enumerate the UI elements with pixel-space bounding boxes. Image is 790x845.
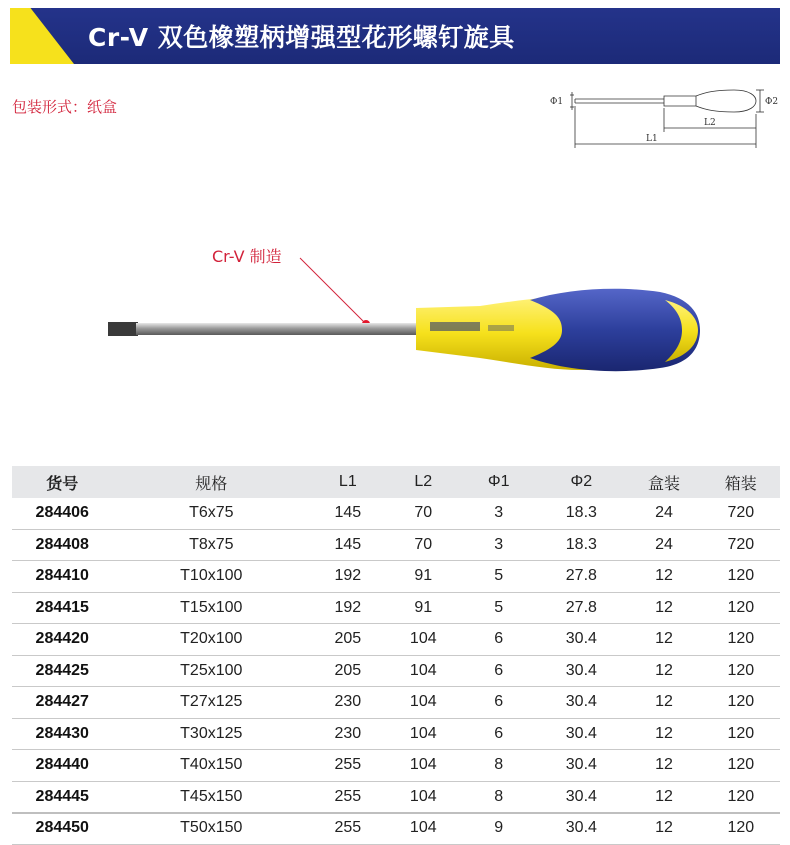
table-cell: 120 (702, 813, 780, 845)
table-cell: 6 (461, 624, 536, 656)
table-cell: 5 (461, 561, 536, 593)
table-cell: 18.3 (536, 529, 626, 561)
table-cell: 12 (626, 813, 701, 845)
table-cell: 30.4 (536, 655, 626, 687)
table-row (12, 529, 780, 561)
table-cell: 30.4 (536, 687, 626, 719)
table-cell: 12 (626, 718, 701, 750)
table-cell: 104 (386, 687, 461, 719)
shaft (136, 323, 420, 335)
table-cell: 255 (310, 813, 385, 845)
table-cell: 6 (461, 718, 536, 750)
item-number-cell: 284440 (12, 750, 113, 782)
l2-label: L2 (704, 118, 716, 128)
yellow-stripe-decoration (10, 8, 74, 64)
table-cell: T40x150 (113, 750, 311, 782)
table-cell: 120 (702, 655, 780, 687)
crv-callout-label: Cr-V 制造 (212, 247, 282, 266)
table-cell: 18.3 (536, 498, 626, 529)
phi2-label: Φ2 (765, 97, 779, 107)
table-cell: 3 (461, 529, 536, 561)
table-cell: 8 (461, 750, 536, 782)
table-cell: 720 (702, 529, 780, 561)
table-cell: 120 (702, 750, 780, 782)
table-cell: T50x150 (113, 813, 311, 845)
torx-tip (108, 322, 138, 336)
item-number-cell: 284410 (12, 561, 113, 593)
table-cell: 104 (386, 655, 461, 687)
table-cell: T25x100 (113, 655, 311, 687)
table-cell: 5 (461, 592, 536, 624)
table-cell: 27.8 (536, 561, 626, 593)
table-cell: 104 (386, 813, 461, 845)
table-cell: 3 (461, 498, 536, 529)
item-number-cell: 284406 (12, 498, 113, 529)
table-cell: 6 (461, 687, 536, 719)
table-cell: 104 (386, 718, 461, 750)
table-cell: 120 (702, 592, 780, 624)
table-cell: 70 (386, 498, 461, 529)
packaging-label: 包装形式：纸盒 (12, 98, 118, 116)
table-cell: 70 (386, 529, 461, 561)
table-cell: 12 (626, 655, 701, 687)
table-cell: 24 (626, 529, 701, 561)
phi1-label: Φ1 (550, 97, 564, 107)
item-number-cell: 284427 (12, 687, 113, 719)
table-cell: 12 (626, 624, 701, 656)
table-cell: T6x75 (113, 498, 311, 529)
table-cell: 12 (626, 687, 701, 719)
table-cell: 104 (386, 624, 461, 656)
col-header: 盒装 (647, 475, 680, 493)
table-cell: 120 (702, 624, 780, 656)
page-title: Cr-V 双色橡塑柄增强型花形螺钉旋具 (88, 23, 515, 52)
table-cell: 27.8 (536, 592, 626, 624)
table-bottom-border (12, 812, 780, 814)
item-number-cell: 284430 (12, 718, 113, 750)
table-cell: 230 (310, 687, 385, 719)
table-row (12, 750, 780, 782)
table-cell: 205 (310, 624, 385, 656)
table-row (12, 561, 780, 593)
col-header: Φ1 (487, 473, 510, 490)
table-row (12, 718, 780, 750)
item-number-cell: 284408 (12, 529, 113, 561)
table-cell: 12 (626, 781, 701, 813)
table-cell: T20x100 (113, 624, 311, 656)
table-cell: 205 (310, 655, 385, 687)
item-number-cell: 284450 (12, 813, 113, 845)
col-header: 货号 (46, 475, 79, 493)
table-cell: 255 (310, 781, 385, 813)
dimension-diagram (546, 86, 782, 152)
table-row (12, 655, 780, 687)
table-cell: 720 (702, 498, 780, 529)
screwdriver-image (100, 230, 710, 380)
table-row (12, 813, 780, 845)
table-cell: 12 (626, 561, 701, 593)
col-header: L1 (338, 473, 357, 490)
table-cell: 120 (702, 687, 780, 719)
table-cell: T27x125 (113, 687, 311, 719)
table-row (12, 781, 780, 813)
table-cell: 120 (702, 781, 780, 813)
col-header: L2 (414, 473, 433, 490)
spec-table (12, 466, 780, 845)
table-row (12, 498, 780, 529)
table-cell: 9 (461, 813, 536, 845)
table-cell: 12 (626, 750, 701, 782)
table-cell: 104 (386, 781, 461, 813)
table-cell: 30.4 (536, 781, 626, 813)
l1-label: L1 (646, 134, 658, 144)
table-row (12, 624, 780, 656)
table-cell: 192 (310, 592, 385, 624)
table-cell: 230 (310, 718, 385, 750)
table-row (12, 687, 780, 719)
item-number-cell: 284445 (12, 781, 113, 813)
table-cell: T15x100 (113, 592, 311, 624)
table-cell: T8x75 (113, 529, 311, 561)
title-banner (10, 8, 780, 64)
table-cell: 255 (310, 750, 385, 782)
item-number-cell: 284415 (12, 592, 113, 624)
table-cell: 91 (386, 592, 461, 624)
table-cell: 6 (461, 655, 536, 687)
table-cell: 8 (461, 781, 536, 813)
table-cell: 24 (626, 498, 701, 529)
item-number-cell: 284420 (12, 624, 113, 656)
table-cell: 12 (626, 592, 701, 624)
table-cell: 192 (310, 561, 385, 593)
table-cell: 30.4 (536, 718, 626, 750)
table-cell: 104 (386, 750, 461, 782)
table-cell: T30x125 (113, 718, 311, 750)
col-header: 规格 (195, 475, 228, 493)
table-cell: 120 (702, 718, 780, 750)
table-cell: T45x150 (113, 781, 311, 813)
col-header: Φ2 (570, 473, 593, 490)
col-header: 箱装 (724, 475, 757, 493)
table-cell: 91 (386, 561, 461, 593)
table-cell: 145 (310, 498, 385, 529)
table-cell: 120 (702, 561, 780, 593)
table-header-row (12, 466, 780, 498)
table-cell: 30.4 (536, 624, 626, 656)
table-cell: T10x100 (113, 561, 311, 593)
table-cell: 30.4 (536, 813, 626, 845)
callout-line (300, 258, 366, 324)
table-row (12, 592, 780, 624)
table-cell: 30.4 (536, 750, 626, 782)
table-cell: 145 (310, 529, 385, 561)
item-number-cell: 284425 (12, 655, 113, 687)
